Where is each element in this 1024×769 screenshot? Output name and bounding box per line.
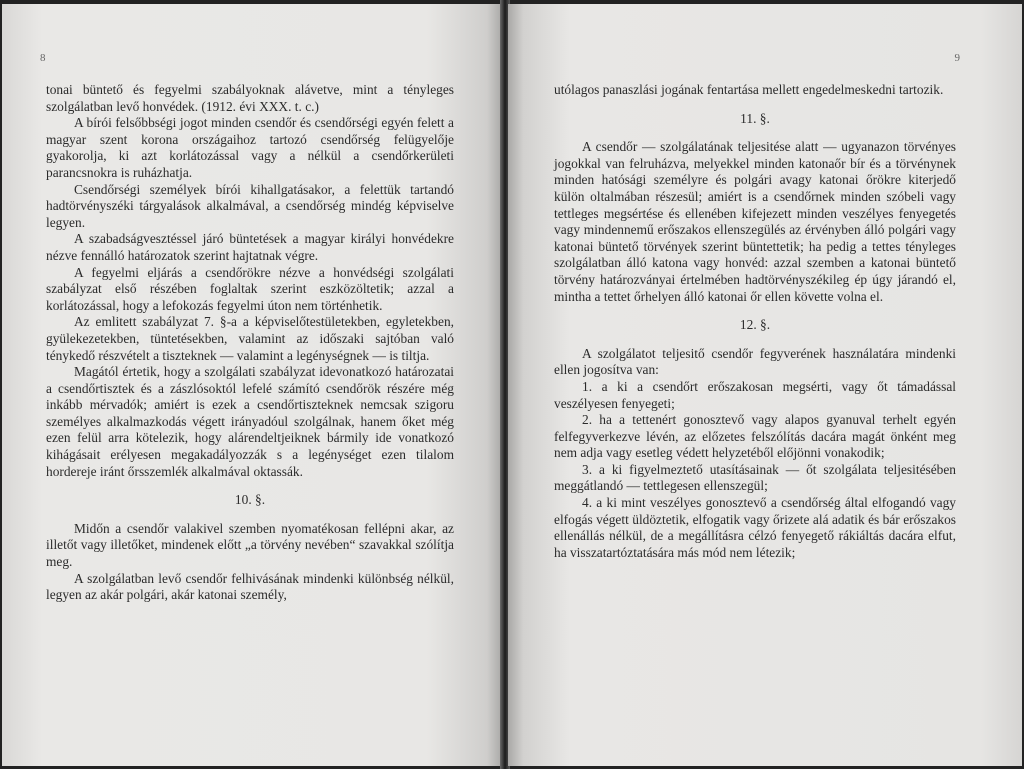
right-page-text [554,82,956,561]
paragraph: A csendőr — szolgálatának teljesitése alatt — ugyanazon törvényes jogokkal van felruházva, melyekkel minden katonaőr bír és a törvénynek minden hatósági személyre és polgári avagy katonai őrökre kiterjedő külön oltalmában részesül; amiért is a csendőrnek minden szóbeli vagy tettleges megsértése és ellenében kifejezett minden veszélyes fenyegetés vagy mindennemű erőszakos ellenszegülés az érvényben álló polgári vagy katonai büntető törvények szerint büntettetik; ha pedig a tettes tényleges szolgálatban álló katona vagy honvéd: azzal szemben a katonai büntető törvény határozványai értelmében hadtörvényszékileg ép úgy járandó el, mintha a tettet őrhelyen álló katonai őr ellen követte volna el. [554,139,956,304]
paragraph: A szolgálatot teljesitő csendőr fegyverének használatára mindenki ellen jogosítva van: [554,345,956,378]
left-page [2,4,502,766]
paragraph: Midőn a csendőr valakivel szemben nyomatékosan fellépni akar, az illetőt vagy illetőket, mindenek előtt „a törvény nevében“ szavakkal szólítja meg. [46,520,454,570]
list-item: 4. a ki mint veszélyes gonosztevő a csendőrség által elfogandó vagy elfogás végett üldöztetik, elfogatik vagy őrizete alá adatik és bár erőszakos ellenállás nélkül, de a megállításra célzó fenyegető rákiáltás dacára elfut, ha visszatartóztatására más mód nem létezik; [554,495,956,560]
list-item: 1. a ki a csendőrt erőszakosan megsérti, vagy őt támadással veszélyesen fenyegeti; [554,378,956,411]
paragraph: A szolgálatban levő csendőr felhivásának mindenki különbség nélkül, legyen az akár polgári, akár katonai személy, [46,570,454,603]
section-heading: 10. §. [234,492,266,508]
paragraph: utólagos panaszlási jogának fentartása mellett engedelmeskedni tartozik. [554,82,944,97]
left-page-text [46,82,454,604]
paragraph: Magától értetik, hogy a szolgálati szabályzat idevonatkozó határozatai a csendőrtisztek és a zászlósoktól lefelé számító csendőrök részére még inkább mérvadók; amiért is ezek a csendőrtiszteknek nemcsak szigoru személyes alkalmazkodás végett irányadóul szolgálnak, hanem őket még ezen felül arra kötelezik, hogy alárendeltjeiknek bármily ide vonatkozó kihágásait erélyesen megakadályozzák s a legénységet ezen tilalom hordereje iránt őrsszemlék alkalmával oktassák. [46,364,454,479]
right-page [508,4,1022,766]
list-item: 2. ha a tettenért gonosztevő vagy alapos gyanuval terhelt egyén felfegyverkezve lévén, az előzetes felszólítás dacára magát önként meg nem adja vagy esetleg védett helyzetéből előjönni vonakodik; [554,412,956,461]
paragraph: Az emlitett szabályzat 7. §-a a képviselőtestületekben, egyletekben, gyülekezetekben, tüntetésekben, valamint az időszaki sajtóban való ténykedő részvételt a tiszteknek — valamint a legénységnek — is tiltja. [46,314,454,363]
section-heading: 12. §. [739,317,771,333]
paragraph: A fegyelmi eljárás a csendőrökre nézve a honvédségi szolgálati szabályzat első részében foglaltak szerint eszközöltetik; azzal a korlátozással, hogy a lefokozás fegyelmi úton nem történhetik. [46,264,454,313]
paragraph: A bírói felsőbbségi jogot minden csendőr és csendőrségi egyén felett a magyar szent korona országaihoz tartozó csendőrség felügyelője gyakorolja, ki azt korlátozással vagy a nélkül a csendőrkerületi parancsnokra is ruházhatja. [46,115,454,180]
paragraph: tonai büntető és fegyelmi szabályoknak alávetve, mint a tényleges szolgálatban levő honvédek. (1912. évi XXX. t. c.) [46,82,454,114]
paragraph: A szabadságvesztéssel járó büntetések a magyar királyi honvédekre nézve fennálló határozatok szerint hajtatnak végre. [46,231,454,263]
paragraph: Csendőrségi személyek bírói kihallgatásakor, a felettük tartandó hadtörvényszéki tárgyalások alkalmával, a csendőrség mindég képviselve legyen. [46,181,454,230]
page-number-right: 9 [954,52,960,64]
section-heading: 11. §. [740,110,770,126]
list-item: 3. a ki figyelmeztető utasításainak — őt szolgálata teljesitésében meggátlandó — tettlegesen ellenszegül; [554,461,956,494]
page-number-left: 8 [40,52,46,64]
